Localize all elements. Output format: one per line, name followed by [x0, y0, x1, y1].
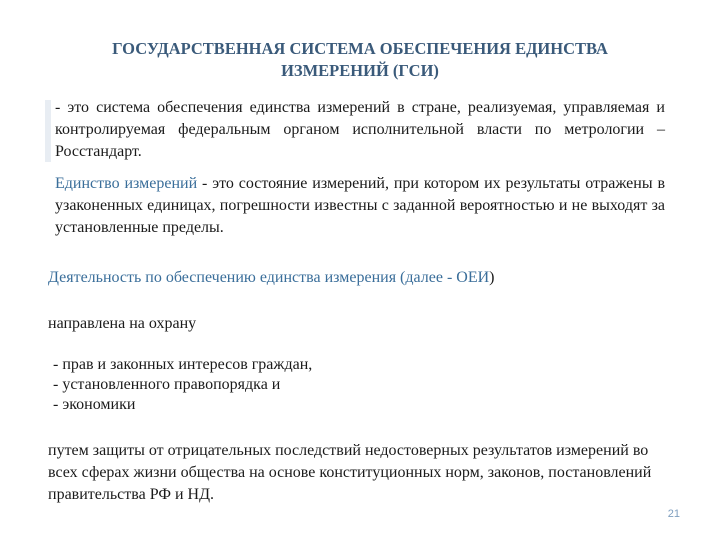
page-number: 21: [667, 508, 680, 520]
unity-definition-text: - это состояние измерений, при котором их результаты отражены в узаконенных единицах, погрешности известны с заданной вероятностью и не выходят за установленные пределы.: [55, 175, 666, 236]
gsi-definition-text: - это система обеспечения единства измерений в стране, реализуемая, управляемая и контролируемая федеральным органом исполнительной власти по метрологии – Росстандарт.: [55, 99, 665, 160]
list-item: - прав и законных интересов граждан,: [53, 356, 313, 373]
highlight-bar: [45, 100, 51, 162]
protection-list: [53, 355, 312, 415]
gsi-definition-block: [55, 97, 665, 163]
title-line-1: ГОСУДАРСТВЕННАЯ СИСТЕМА ОБЕСПЕЧЕНИЯ ЕДИНСТВА: [112, 39, 608, 58]
protection-paragraph: путем защиты от отрицательных последствий недостоверных результатов измерений во всех сферах жизни общества на основе конституционных норм, законов, постановлений правительства РФ и НД.: [48, 442, 652, 503]
slide-title: [60, 38, 660, 82]
unity-term: Единство измерений: [55, 175, 198, 192]
activity-heading-text: Деятельность по обеспечению единства измерения (далее - ОЕИ: [48, 269, 490, 286]
activity-heading-close: ): [489, 269, 495, 286]
activity-heading: [48, 267, 668, 289]
unity-definition-block: [55, 173, 665, 239]
title-line-2: ИЗМЕРЕНИЙ (ГСИ): [281, 61, 439, 80]
aimed-at-text: направлена на охрану: [48, 315, 197, 332]
list-item: - экономики: [53, 396, 136, 413]
list-item: - установленного правопорядка и: [53, 376, 281, 393]
